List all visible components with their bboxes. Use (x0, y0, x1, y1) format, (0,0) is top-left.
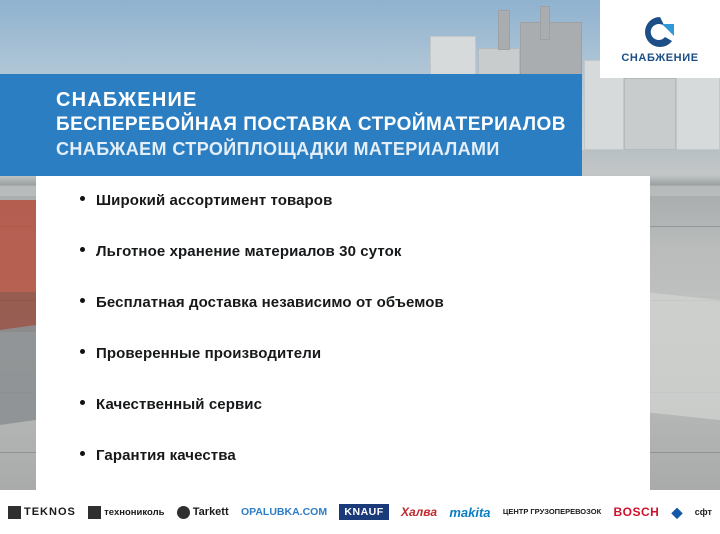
chimney (498, 10, 510, 50)
list-item-label: Широкий ассортимент товаров (96, 192, 333, 209)
brand-label: ЦЕНТР ГРУЗОПЕРЕВОЗОК (502, 506, 602, 516)
bullet-dot-icon (80, 298, 85, 303)
brand-label: BOSCH (613, 505, 660, 519)
list-item (80, 294, 650, 345)
brand-knauf (339, 504, 388, 520)
logo-text: СНАБЖЕНИЕ (621, 51, 699, 64)
chimney (540, 6, 550, 40)
brand-makita (449, 505, 490, 520)
diamond-icon: ◆ (671, 503, 683, 520)
banner-tagline: СНАБЖАЕМ СТРОЙПЛОЩАДКИ МАТЕРИАЛАМИ (56, 139, 500, 160)
brand-diamond (672, 504, 683, 521)
list-item-label: Бесплатная доставка независимо от объемов (96, 294, 444, 311)
bullet-dot-icon (80, 349, 85, 354)
list-item (80, 243, 650, 294)
bullet-dot-icon (80, 247, 85, 252)
list-item (80, 396, 650, 447)
list-item-label: Гарантия качества (96, 447, 236, 464)
list-item-label: Качественный сервис (96, 396, 263, 413)
brand-halva (401, 505, 437, 519)
brand-label: Халва (400, 505, 438, 519)
circle-mark-icon (177, 506, 190, 519)
banner-title: СНАБЖЕНИЕ (56, 89, 198, 112)
list-item-label: Проверенные производители (96, 345, 322, 362)
banner-subtitle: БЕСПЕРЕБОЙНАЯ ПОСТАВКА СТРОЙМАТЕРИАЛОВ (56, 114, 567, 136)
brand-label: makita (449, 504, 491, 520)
building (624, 78, 676, 150)
headline-banner (0, 74, 582, 176)
brand-bosch (613, 505, 659, 519)
brand-label: TEKNOS (24, 506, 76, 518)
building (676, 66, 720, 150)
brand-teknos (8, 506, 76, 519)
brand-label: KNAUF (339, 504, 388, 520)
brand-label: технониколь (104, 506, 165, 518)
bullet-dot-icon (80, 451, 85, 456)
brand-centr-gruzoperevozok (503, 508, 601, 517)
list-item (80, 345, 650, 396)
partner-brands-bar (0, 490, 720, 534)
tn-square-mark-icon (88, 506, 101, 519)
company-logo (600, 0, 720, 78)
bullet-dot-icon (80, 400, 85, 405)
brand-opalubka (241, 506, 327, 518)
list-item-label: Льготное хранение материалов 30 суток (96, 243, 402, 260)
square-mark-icon (8, 506, 21, 519)
brand-sft (695, 507, 712, 517)
brand-tarkett (177, 506, 229, 519)
features-card (36, 176, 650, 496)
brand-label: сфт (694, 507, 712, 517)
c-arrow-logo-icon (643, 15, 677, 49)
features-list (36, 176, 650, 498)
brand-tehnonikol (88, 506, 164, 519)
bullet-dot-icon (80, 196, 85, 201)
list-item (80, 192, 650, 243)
brand-label: OPALUBKA.COM (240, 506, 328, 518)
brand-label: Tarkett (192, 506, 229, 518)
